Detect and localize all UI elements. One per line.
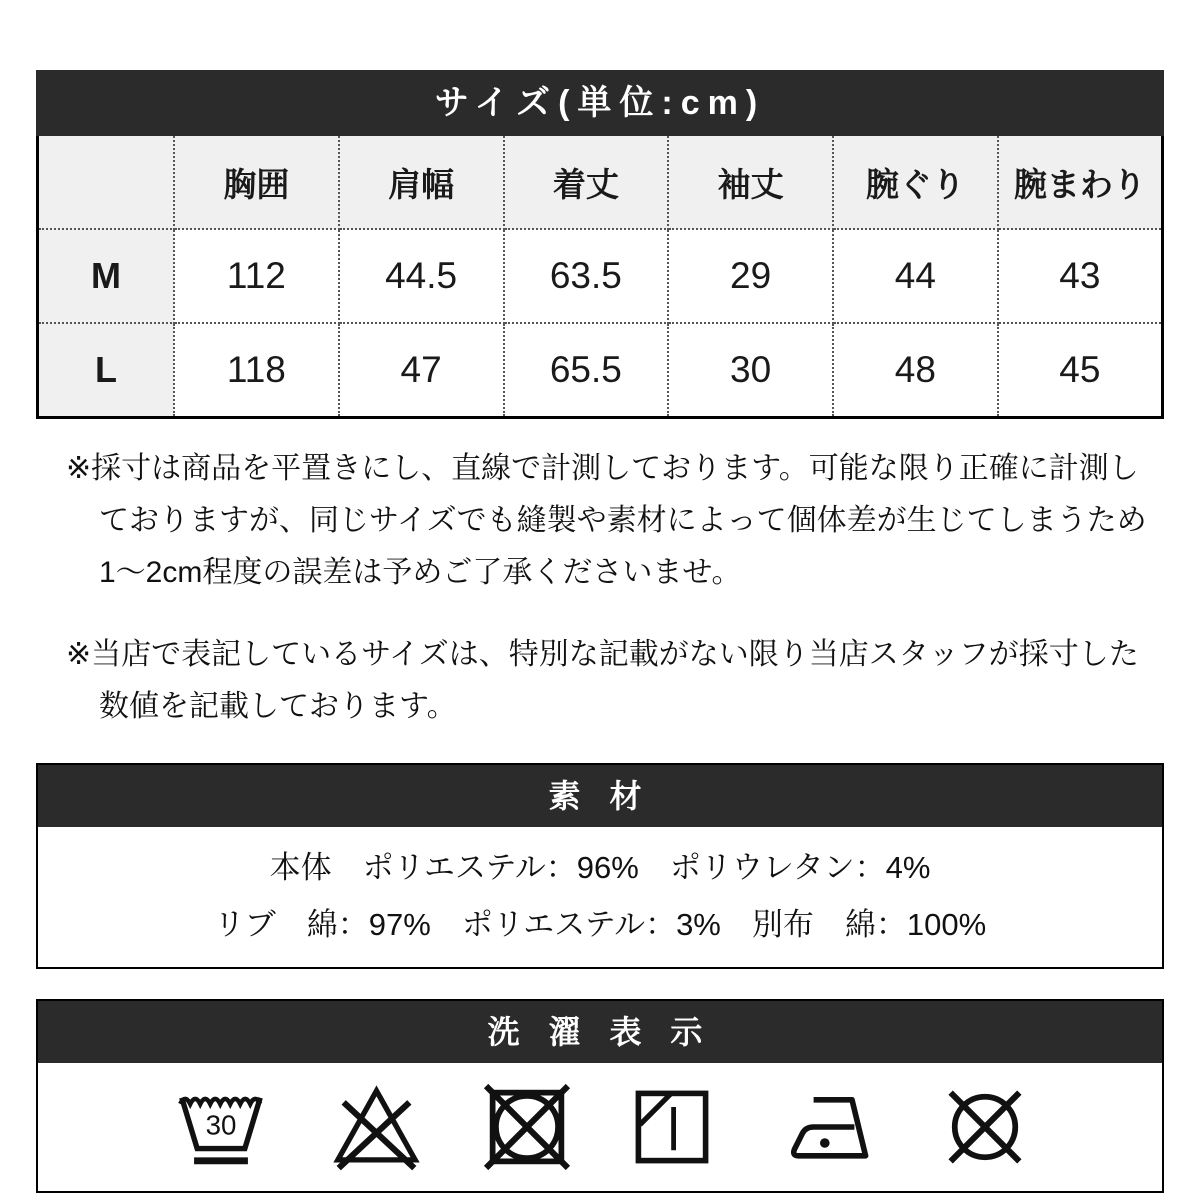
size-table-header-row xyxy=(38,136,1163,229)
measurement-value: 63.5 xyxy=(504,229,669,323)
size-section-title: サイズ(単位:cm) xyxy=(36,70,1164,136)
care-symbols-row xyxy=(38,1063,1162,1191)
measurement-value: 30 xyxy=(668,323,833,418)
note-line: ておりますが、同じサイズでも縫製や素材によって個体差が生じてしまうため xyxy=(99,504,1147,537)
note-line: ※採寸は商品を平置きにし、直線で計測しております。可能な限り正確に計測し xyxy=(66,452,1139,485)
note-line: 1〜2cm程度の誤差は予めご了承くださいませ。 xyxy=(99,556,742,589)
measurement-value: 43 xyxy=(998,229,1163,323)
note-line: ※当店で表記しているサイズは、特別な記載がない限り当店スタッフが採寸した xyxy=(66,638,1139,671)
size-table-corner-cell xyxy=(38,136,175,229)
measurement-value: 118 xyxy=(174,323,339,418)
material-composition xyxy=(38,827,1162,967)
material-line-body: 本体 ポリエステル：96% ポリウレタン：4% xyxy=(269,850,931,885)
measurement-value: 112 xyxy=(174,229,339,323)
iron-low-icon xyxy=(772,1082,884,1172)
size-label: L xyxy=(38,323,175,418)
table-row-size-m xyxy=(38,229,1163,323)
material-section xyxy=(36,763,1164,969)
measurement-value: 47 xyxy=(339,323,504,418)
care-section xyxy=(36,999,1164,1193)
measurement-value: 65.5 xyxy=(504,323,669,418)
note-staff-measured xyxy=(66,629,1164,733)
svg-text:30: 30 xyxy=(205,1109,236,1141)
column-header: 胸囲 xyxy=(174,136,339,229)
material-section-title: 素 材 xyxy=(38,765,1162,827)
do-not-bleach-icon xyxy=(327,1081,426,1173)
measurement-value: 44.5 xyxy=(339,229,504,323)
measurement-value: 44 xyxy=(833,229,998,323)
column-header: 腕ぐり xyxy=(833,136,998,229)
measurement-value: 48 xyxy=(833,323,998,418)
column-header: 着丈 xyxy=(504,136,669,229)
column-header: 袖丈 xyxy=(668,136,833,229)
size-label: M xyxy=(38,229,175,323)
line-dry-in-shade-icon xyxy=(628,1083,716,1171)
size-table xyxy=(36,136,1164,419)
measurement-notes xyxy=(36,443,1164,733)
note-measuring-method xyxy=(66,443,1164,599)
material-line-rib: リブ 綿：97% ポリエステル：3% 別布 綿：100% xyxy=(213,907,987,942)
size-spec-sheet xyxy=(36,0,1164,1193)
measurement-value: 45 xyxy=(998,323,1163,418)
wash-30-mild-icon xyxy=(171,1081,271,1173)
measurement-value: 29 xyxy=(668,229,833,323)
do-not-dry-clean-icon xyxy=(940,1082,1030,1172)
column-header: 肩幅 xyxy=(339,136,504,229)
care-section-title: 洗 濯 表 示 xyxy=(38,1001,1162,1063)
do-not-tumble-dry-icon xyxy=(482,1082,572,1172)
note-line: 数値を記載しております。 xyxy=(99,690,457,723)
table-row-size-l xyxy=(38,323,1163,418)
column-header: 腕まわり xyxy=(998,136,1163,229)
